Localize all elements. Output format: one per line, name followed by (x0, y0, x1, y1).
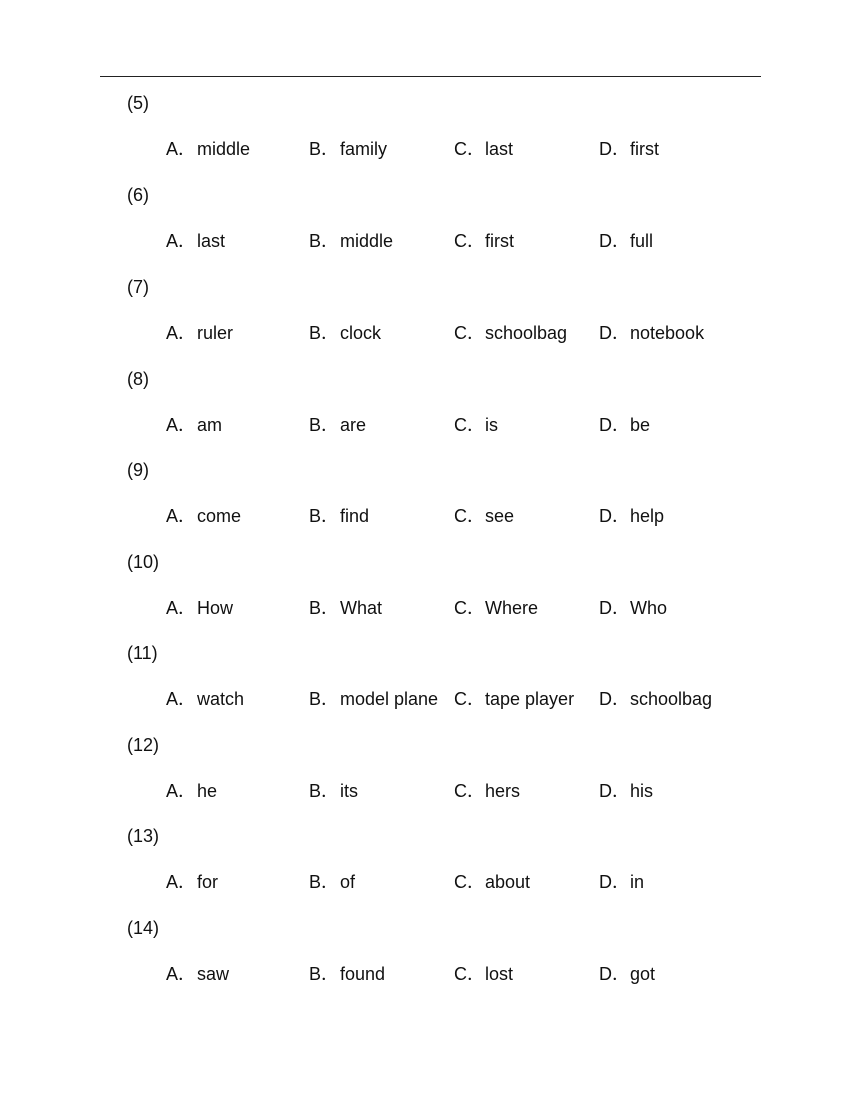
option-letter: D． (599, 872, 630, 892)
option-d[interactable] (599, 963, 655, 985)
option-text: got (630, 964, 656, 984)
option-text: middle (340, 231, 394, 251)
option-a[interactable] (166, 505, 241, 527)
option-letter: B． (309, 689, 340, 709)
option-d[interactable] (599, 871, 644, 893)
option-letter: B． (309, 872, 340, 892)
option-b[interactable] (309, 230, 393, 252)
question-12 (0, 734, 860, 826)
option-text: lost (485, 964, 514, 984)
option-text: schoolbag (485, 323, 568, 343)
question-7 (0, 276, 860, 368)
option-letter: C． (454, 415, 485, 435)
option-text: clock (340, 323, 382, 343)
option-c[interactable] (454, 780, 520, 802)
option-c[interactable] (454, 414, 498, 436)
option-letter: B． (309, 415, 340, 435)
option-c[interactable] (454, 230, 514, 252)
question-number: (10) (127, 552, 160, 572)
option-text: last (197, 231, 226, 251)
question-number: (12) (127, 735, 160, 755)
option-c[interactable] (454, 505, 514, 527)
option-letter: C． (454, 964, 485, 984)
option-letter: C． (454, 506, 485, 526)
option-a[interactable] (166, 688, 244, 710)
option-letter: B． (309, 231, 340, 251)
option-text: help (630, 506, 665, 526)
option-text: notebook (630, 323, 705, 343)
option-letter: C． (454, 598, 485, 618)
option-text: is (485, 415, 498, 435)
option-text: How (197, 598, 234, 618)
option-text: full (630, 231, 654, 251)
option-text: about (485, 872, 531, 892)
option-a[interactable] (166, 597, 233, 619)
option-text: saw (197, 964, 230, 984)
option-letter: C． (454, 323, 485, 343)
option-d[interactable] (599, 688, 712, 710)
option-text: are (340, 415, 367, 435)
option-a[interactable] (166, 414, 222, 436)
question-5 (0, 92, 860, 184)
question-number: (9) (127, 460, 149, 480)
option-a[interactable] (166, 230, 225, 252)
option-text: am (197, 415, 223, 435)
option-text: in (630, 872, 645, 892)
option-b[interactable] (309, 414, 366, 436)
option-b[interactable] (309, 963, 385, 985)
option-text: watch (197, 689, 245, 709)
question-6 (0, 184, 860, 276)
option-c[interactable] (454, 688, 574, 710)
option-text: found (340, 964, 386, 984)
option-text: family (340, 139, 388, 159)
option-d[interactable] (599, 322, 704, 344)
option-b[interactable] (309, 780, 358, 802)
question-number: (6) (127, 185, 149, 205)
option-letter: D． (599, 139, 630, 159)
option-text: he (197, 781, 218, 801)
option-letter: D． (599, 323, 630, 343)
option-letter: A． (166, 231, 197, 251)
option-b[interactable] (309, 322, 381, 344)
option-text: be (630, 415, 651, 435)
option-text: first (630, 139, 659, 159)
option-letter: B． (309, 598, 340, 618)
option-text: Who (630, 598, 668, 618)
option-letter: A． (166, 506, 197, 526)
option-c[interactable] (454, 597, 538, 619)
option-c[interactable] (454, 871, 530, 893)
option-b[interactable] (309, 688, 438, 710)
option-a[interactable] (166, 322, 233, 344)
question-8 (0, 368, 860, 460)
option-text: come (197, 506, 242, 526)
option-letter: B． (309, 323, 340, 343)
option-c[interactable] (454, 322, 567, 344)
option-text: middle (197, 139, 251, 159)
option-text: first (485, 231, 514, 251)
option-letter: B． (309, 506, 340, 526)
option-letter: A． (166, 872, 197, 892)
option-text: What (340, 598, 383, 618)
option-letter: A． (166, 598, 197, 618)
option-c[interactable] (454, 963, 513, 985)
option-text: its (340, 781, 358, 801)
question-number: (14) (127, 918, 160, 938)
option-text: of (340, 872, 356, 892)
option-text: find (340, 506, 370, 526)
option-text: see (485, 506, 515, 526)
question-14 (0, 917, 860, 1009)
option-text: hers (485, 781, 521, 801)
option-b[interactable] (309, 597, 382, 619)
option-letter: A． (166, 964, 197, 984)
question-10 (0, 551, 860, 643)
option-letter: B． (309, 964, 340, 984)
option-d[interactable] (599, 780, 653, 802)
question-13 (0, 825, 860, 917)
option-letter: C． (454, 781, 485, 801)
option-b[interactable] (309, 138, 387, 160)
option-a[interactable] (166, 780, 217, 802)
question-number: (13) (127, 826, 160, 846)
option-letter: C． (454, 689, 485, 709)
question-number: (5) (127, 93, 149, 113)
option-d[interactable] (599, 414, 650, 436)
option-letter: D． (599, 781, 630, 801)
option-letter: D． (599, 506, 630, 526)
option-c[interactable] (454, 138, 513, 160)
question-number: (7) (127, 277, 149, 297)
option-text: model plane (340, 689, 439, 709)
option-b[interactable] (309, 871, 355, 893)
question-9 (0, 459, 860, 551)
option-text: schoolbag (630, 689, 713, 709)
option-letter: A． (166, 323, 197, 343)
option-letter: C． (454, 231, 485, 251)
option-text: his (630, 781, 654, 801)
option-letter: D． (599, 231, 630, 251)
option-letter: A． (166, 139, 197, 159)
option-text: for (197, 872, 219, 892)
option-letter: A． (166, 781, 197, 801)
option-text: tape player (485, 689, 575, 709)
option-letter: B． (309, 139, 340, 159)
option-letter: D． (599, 598, 630, 618)
option-a[interactable] (166, 871, 218, 893)
option-d[interactable] (599, 505, 664, 527)
option-letter: A． (166, 689, 197, 709)
option-letter: B． (309, 781, 340, 801)
option-text: Where (485, 598, 539, 618)
option-a[interactable] (166, 138, 250, 160)
option-d[interactable] (599, 597, 667, 619)
option-letter: A． (166, 415, 197, 435)
option-letter: C． (454, 872, 485, 892)
question-number: (8) (127, 369, 149, 389)
question-11 (0, 642, 860, 734)
option-d[interactable] (599, 230, 653, 252)
option-letter: D． (599, 964, 630, 984)
option-a[interactable] (166, 963, 229, 985)
option-letter: D． (599, 689, 630, 709)
question-number: (11) (127, 643, 158, 663)
option-text: last (485, 139, 514, 159)
option-d[interactable] (599, 138, 659, 160)
option-letter: D． (599, 415, 630, 435)
option-letter: C． (454, 139, 485, 159)
option-b[interactable] (309, 505, 369, 527)
option-text: ruler (197, 323, 234, 343)
